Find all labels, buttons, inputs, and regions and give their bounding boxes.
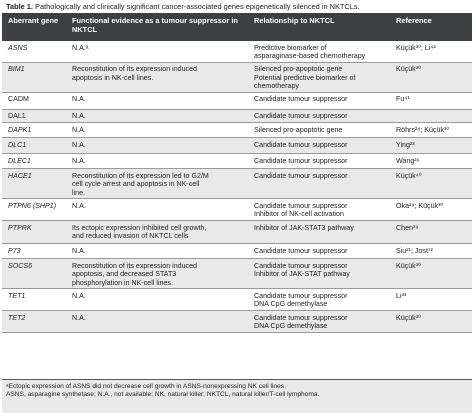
cell-gene: P73 [2, 244, 66, 259]
cell-line: N.A.ᵃ [72, 43, 89, 52]
cell-functional-evidence [66, 169, 248, 199]
cell-line: Candidate tumour suppressor [254, 291, 348, 300]
cell-line: N.A. [72, 156, 86, 165]
cell-relationship [248, 62, 390, 92]
cell-line: Silenced pro-apoptotic gene [254, 125, 343, 134]
cell-relationship [248, 154, 390, 169]
cell-functional-evidence [66, 244, 248, 259]
table-footnotes [2, 379, 472, 413]
cell-line: Reconstitution of its expression induced [72, 261, 197, 270]
cell-relationship [248, 92, 390, 109]
table-row [2, 199, 472, 221]
cell-functional-evidence [66, 199, 248, 221]
cell-line: Candidate tumour suppressor [254, 201, 348, 210]
cell-gene: DAL1 [2, 109, 66, 122]
cell-functional-evidence [66, 92, 248, 109]
cell-functional-evidence [66, 109, 248, 122]
table-row [2, 259, 472, 289]
table-row [2, 138, 472, 154]
table-row [2, 41, 472, 62]
table-row [2, 244, 472, 259]
cell-functional-evidence [66, 259, 248, 289]
table-body [2, 41, 472, 332]
table-row [2, 62, 472, 92]
cell-gene: ASNS [2, 41, 66, 62]
cell-line: Inhibitor of JAK-STAT pathway [254, 270, 350, 279]
cell-gene: BIM1 [2, 62, 66, 92]
cell-reference: Siu²¹; Jost⁷² [390, 244, 472, 259]
cell-functional-evidence [66, 123, 248, 138]
cell-relationship [248, 41, 390, 62]
table-header-row [2, 13, 472, 41]
cell-relationship [248, 109, 390, 122]
cell-line: line. [72, 188, 86, 197]
cell-functional-evidence [66, 221, 248, 244]
cell-line: asparaginase-based chemotherapy [254, 52, 366, 61]
cell-relationship [248, 244, 390, 259]
table-row [2, 221, 472, 244]
cell-reference: Fu⁴¹ [390, 92, 472, 109]
cell-line: Silenced pro-apoptotic gene [254, 65, 343, 74]
cell-line: Candidate tumour suppressor [254, 171, 348, 180]
cell-line: Candidate tumour suppressor [254, 246, 348, 255]
cell-line: and reduced invasion of NKTCL cells [72, 232, 189, 241]
cell-line: Reconstitution of its expression induced [72, 65, 197, 74]
cell-gene: PTPN6 (SHP1) [2, 199, 66, 221]
cell-line: N.A. [72, 140, 86, 149]
header-gene: Aberrant gene [8, 16, 59, 25]
cell-reference: Röhrs²⁸; Küçük³⁰ [390, 123, 472, 138]
cell-reference: Ying²³ [390, 138, 472, 154]
cell-relationship [248, 311, 390, 333]
cell-relationship [248, 169, 390, 199]
cell-gene: SOCS6 [2, 259, 66, 289]
cell-reference: Chen³⁹ [390, 221, 472, 244]
cell-functional-evidence [66, 154, 248, 169]
cell-gene: TET2 [2, 311, 66, 333]
cell-relationship [248, 221, 390, 244]
cell-relationship [248, 289, 390, 311]
cell-line: N.A. [72, 125, 86, 134]
header-functional-evidence: Functional evidence as a tumour suppressor in NKTCL [72, 16, 238, 34]
cell-reference: Küçük³⁰; Li⁴² [390, 41, 472, 62]
cell-gene: CADM [2, 92, 66, 109]
cell-gene: TET1 [2, 289, 66, 311]
cell-reference: Küçük³⁰ [390, 259, 472, 289]
cell-line: N.A. [72, 95, 86, 104]
cell-line: Candidate tumour suppressor [254, 313, 348, 322]
table-row [2, 109, 472, 122]
cell-reference: Küçük⁴⁰ [390, 169, 472, 199]
cell-line: apoptosis in NK-cell lines. [72, 73, 154, 82]
cell-reference: Wang²⁶ [390, 154, 472, 169]
cell-line: phosphorylation in NK-cell lines. [72, 278, 173, 287]
cell-functional-evidence [66, 289, 248, 311]
table-row [2, 311, 472, 333]
header-reference: Reference [396, 16, 432, 25]
cell-functional-evidence [66, 311, 248, 333]
table-label: Table 1. [6, 2, 33, 11]
gene-table [2, 13, 472, 333]
cell-gene: DLC1 [2, 138, 66, 154]
table-row [2, 92, 472, 109]
cell-line: Candidate tumour suppressor [254, 112, 348, 121]
cell-line: Candidate tumour suppressor [254, 261, 348, 270]
header-relationship: Relationship to NKTCL [254, 16, 335, 25]
table-caption [6, 2, 360, 12]
cell-line: N.A. [72, 291, 86, 300]
cell-relationship [248, 138, 390, 154]
cell-line: apoptosis, and decreased STAT3 [72, 270, 177, 279]
cell-reference: Küçük³⁰ [390, 311, 472, 333]
cell-functional-evidence [66, 62, 248, 92]
cell-reference: Küçük³⁰ [390, 62, 472, 92]
cell-line: DNA CpG demethylase [254, 322, 328, 331]
cell-line: Predictive biomarker of [254, 43, 327, 52]
footnote: ᵃEctopic expression of ASNS did not decrease cell growth in ASNS-nonexpressing NK cell lines. [6, 383, 286, 390]
table-title: Pathologically and clinically significant cancer-associated genes epigenetically silenced in NKTCLs. [35, 2, 360, 11]
table-row [2, 169, 472, 199]
footnote: ASNS, asparagine synthetase; N.A., not available; NK, natural killer; NKTCL, natural killer/T-cell lymphoma. [6, 391, 320, 399]
table-row [2, 123, 472, 138]
cell-line: Candidate tumour suppressor [254, 95, 348, 104]
cell-reference: Li³³ [390, 289, 472, 311]
table-row [2, 289, 472, 311]
cell-line: chemotherapy [254, 82, 299, 91]
cell-line: N.A. [72, 112, 86, 121]
cell-line: Candidate tumour suppressor [254, 156, 348, 165]
cell-line: Potential predictive biomarker of [254, 73, 356, 82]
table-row [2, 154, 472, 169]
cell-line: N.A. [72, 246, 86, 255]
cell-gene: DLEC1 [2, 154, 66, 169]
cell-relationship [248, 259, 390, 289]
cell-line: N.A. [72, 201, 86, 210]
cell-relationship [248, 199, 390, 221]
cell-gene: DAPK1 [2, 123, 66, 138]
cell-line: Reconstitution of its expression led to G2/M [72, 171, 209, 180]
cell-gene: HACE1 [2, 169, 66, 199]
cell-line: Its ectopic expression inhibited cell growth, [72, 223, 207, 232]
cell-line: Inhibitor of JAK-STAT3 pathway [254, 223, 354, 232]
cell-functional-evidence [66, 138, 248, 154]
cell-line: Inhibitor of NK-cell activation [254, 210, 344, 219]
cell-line: DNA CpG demethylase [254, 300, 328, 309]
cell-relationship [248, 123, 390, 138]
cell-gene: PTPRK [2, 221, 66, 244]
cell-line: cell cycle arrest and apoptosis in NK-cell [72, 180, 200, 189]
cell-line: N.A. [72, 313, 86, 322]
cell-functional-evidence [66, 41, 248, 62]
cell-line: Candidate tumour suppressor [254, 140, 348, 149]
cell-reference [390, 109, 472, 122]
cell-reference: Oka²⁹; Küçük³⁰ [390, 199, 472, 221]
